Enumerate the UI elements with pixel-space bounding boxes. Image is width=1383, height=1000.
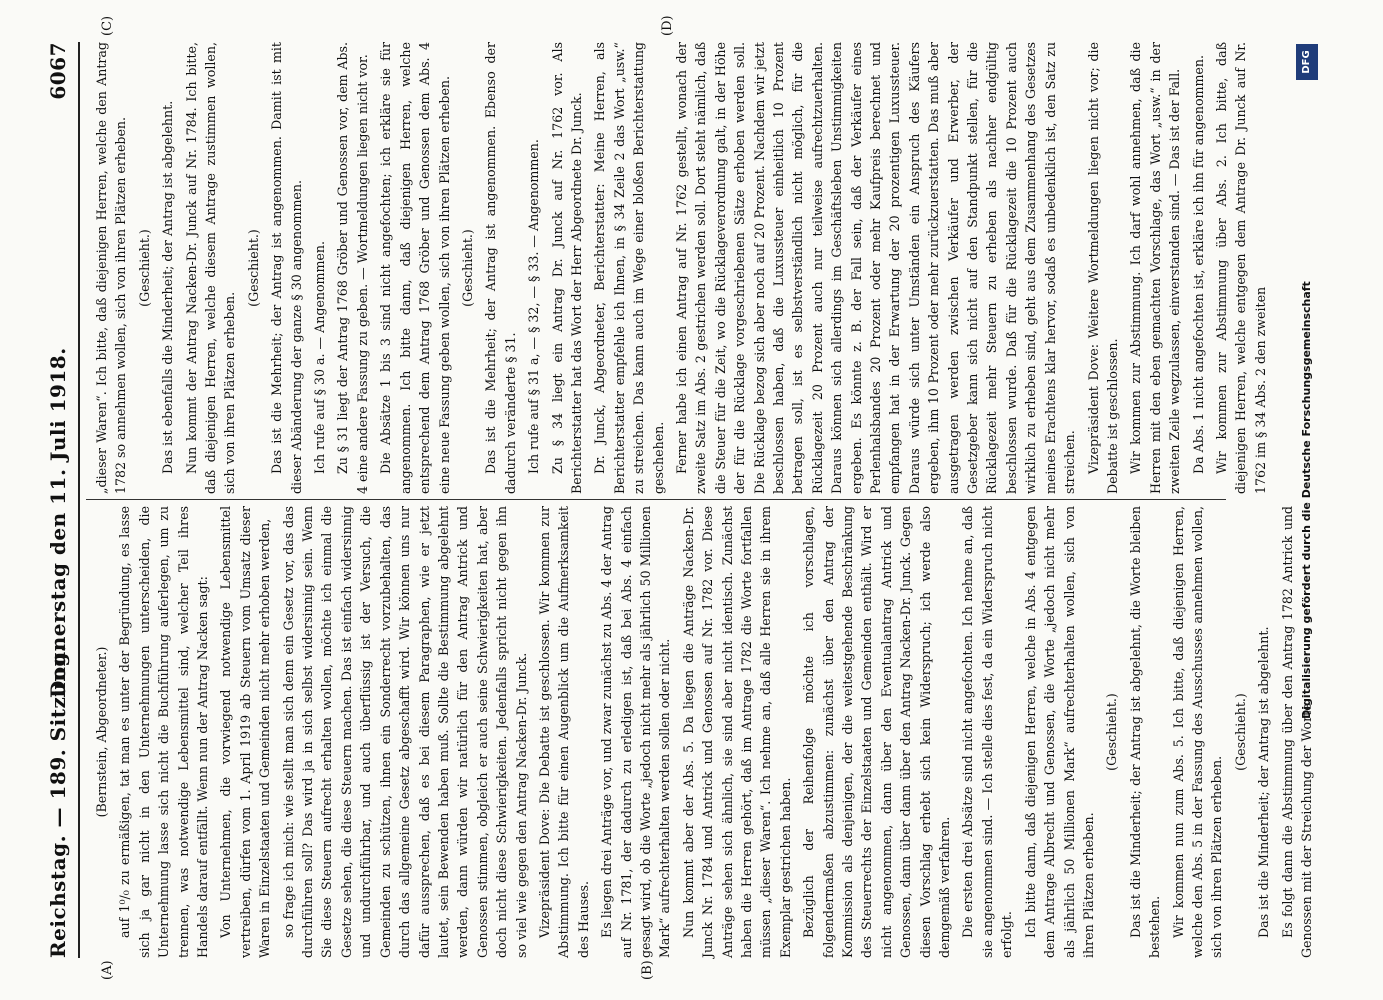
paragraph: „dieser Waren“. Ich bitte, daß diejenigen Herren, welche den Antrag 1782 so annehmen wollen, sich von ihren Plätzen erheben. (94, 42, 129, 494)
paragraph: Nun kommt der Antrag Nacken-Dr. Junck auf Nr. 1784. Ich bitte, daß diejenigen Herren, welche diesem Antrage zustimmen wollen, sich von ihren Plätzen erheben. (183, 42, 238, 494)
paragraph: Die ersten drei Absätze sind nicht angefochten. Ich nehme an, daß sie angenommen sind. — Ich stelle dies fest, da ein Widerspruch nicht erfolgt. (960, 506, 1015, 958)
paragraph: Nun kommt aber der Abs. 5. Da liegen die Anträge Nacken-Dr. Junck Nr. 1784 und Antrick und Genossen auf Nr. 1782 vor. Diese Anträge sehen sich ähnlich, sie sind aber nicht identisch. Zunächst haben die Herren gehört, daß im Antrage 1782 die Worte fortfallen müssen „dieser Waren“. Ich nehme an, daß alle Herren sie in ihrem Exemplar gestrichen haben. (680, 506, 793, 958)
paragraph: Ich rufe auf § 31 a, — § 32, — § 33. — Angenommen. (526, 139, 542, 474)
paragraph: Wir kommen nun zum Abs. 5. Ich bitte, daß diejenigen Herren, welche den Abs. 5 in der Fassung des Ausschusses annehmen wollen, sich von ihren Plätzen erheben. (1170, 506, 1225, 958)
paragraph: Zu § 31 liegt der Antrag 1768 Gröber und Genossen vor, dem Abs. 4 eine andere Fassung zu geben. — Wortmeldungen liegen nicht vor. (335, 42, 370, 494)
column-divider (86, 499, 1226, 500)
paragraph: so frage ich mich: wie stellt man sich denn ein Gesetz vor, das das durchführen soll? Das wird ja in sich selbst widersinnig sein. Wenn Sie diese Steuern aufrecht erhalten wollen, möchte ich einmal die Gesetze sehen, die diese Steuern machen. Das ist einfach widersinnig und undurchführbar, und auch überflüssig ist der Versuch, die Gemeinden zu schützen, ihnen ein Sonderrecht vorzubehalten, das durch das allgemeine Gesetz abgeschafft wird. Wir können uns nur dafür aussprechen, daß es bei diesem Paragraphen, wie er jetzt lautet, sein Bewenden haben muß. Sollte die Bestimmung abgelehnt werden, dann würden wir natürlich für den Antrag Antrick und Genossen stimmen, obgleich er auch seine Schwierigkeiten hat, aber doch nicht diese Schwierigkeiten. Jedenfalls spricht nicht gegen ihn so viel wie gegen den Antrag Nacken-Dr. Junck. (280, 506, 529, 958)
paragraph: (Bernstein, Abgeordneter.) (94, 646, 109, 818)
page-number: 6067 (46, 42, 70, 100)
paragraph: Ferner habe ich einen Antrag auf Nr. 1762 gestellt, wonach der zweite Satz im Abs. 2 gestrichen werden soll. Dort steht nämlich, daß die Steuer für die Zeit, wo die Rücklageverordnung galt, in der Höhe der für die Rücklage vorgeschriebenen Sätze erhoben werden soll. Die Rücklage bezog sich aber noch auf 20 Prozent. Nachdem wir jetzt beschlossen haben, daß die Luxussteuer einheitlich 10 Prozent betragen soll, ist es selbstverständlich nicht möglich, für die Rücklagezeit 20 Prozent auch nur teilweise aufrechtzuerhalten. Daraus können sich allerdings im Geschäftsleben Unstimmigkeiten ergeben. Es könnte z. B. der Fall sein, daß der Verkäufer eines Perlenhalsbandes 20 Prozent oder mehr Kaufpreis berechnet und empfangen hat in der Erwartung der 20 prozentigen Luxussteuer. Daraus würde sich unter Umständen ein Anspruch des Käufers ergeben, ihm 10 Prozent oder mehr zurückzuerstatten. Das muß aber ausgetragen werden zwischen Verkäufer und Erwerber, der Gesetzgeber kann sich nicht auf den Standpunkt stellen, für die Rücklagezeit mehr Steuern zu erheben als nachher endgültig beschlossen wurde. Daß für die Rücklagezeit die 10 Prozent auch wirklich zu erheben sind, geht aus dem Zusammenhang des Gesetzes meines Erachtens klar hervor, sodaß es unbedenklich ist, den Satz zu streichen. (673, 42, 1078, 494)
digitization-credit: Digitalisierung gefördert durch die Deutsche Forschungsgemeinschaft (1300, 281, 1313, 719)
paragraph: Die Absätze 1 bis 3 sind nicht angefochten; ich erkläre sie für angenommen. Ich bitte dann, daß diejenigen Herren, welche entsprechend dem Antrag 1768 Gröber und Genossen dem Abs. 4 eine neue Fassung geben wollen, sich von ihren Plätzen erheben. (378, 42, 452, 494)
paragraph: (Geschieht.) (1232, 693, 1248, 771)
paragraph: (Geschieht.) (459, 229, 475, 307)
paragraph: Wir kommen zur Abstimmung. Ich darf wohl annehmen, daß die Herren mit den eben gemachten Vorschlage, das Wort „usw.“ in der zweiten Zeile wegzulassen, einverstanden sind. — Das ist der Fall. (1128, 42, 1183, 494)
margin-marker-a: (A) (100, 960, 115, 980)
paragraph: Es liegen drei Anträge vor, und zwar zunächst zu Abs. 4 der Antrag auf Nr. 1781, der dadurch zu erledigen ist, daß bei Abs. 4 einfach gesagt wird, ob die Worte „jedoch nicht mehr als jährlich 50 Millionen Mark“ aufrechterhalten werden sollen oder nicht. (599, 506, 673, 958)
paragraph: Bezüglich der Reihenfolge möchte ich vorschlagen, folgendermaßen abzustimmen: zunächst über den Antrag der Kommission als denjenigen, der die weitestgehende Beschränkung des Steuerrechts der Einzelstaaten und Gemeinden enthält. Wird er nicht angenommen, dann über den Eventualantrag Antrick und Genossen, dann über dann über den Antrag Nacken-Dr. Junck. Gegen diesen Vorschlag erhebt sich kein Widerspruch; ich werde also demgemäß verfahren. (801, 506, 953, 958)
header-date: Donnerstag den 11. Juli 1918. (46, 347, 70, 698)
margin-marker-d: (D) (660, 15, 675, 36)
paragraph: Das ist ebenfalls die Minderheit; der Antrag ist abgelehnt. (160, 100, 176, 474)
paragraph: Ich rufe auf § 30 a. — Angenommen. (312, 241, 328, 474)
paragraph: Vizepräsident Dove: Die Debatte ist geschlossen. Wir kommen zur Abstimmung. Ich bitte für einen Augenblick um die Aufmerksamkeit des Hauses. (536, 506, 591, 958)
paragraph: (Geschieht.) (1104, 693, 1120, 771)
paragraph: Das ist die Mehrheit; der Antrag ist angenommen. Damit ist mit dieser Abänderung der ganze § 30 angenommen. (269, 42, 304, 494)
right-column (92, 42, 1268, 494)
header-left: Reichstag. — 189. Sitzung. (46, 644, 70, 958)
paragraph: (Geschieht.) (136, 229, 152, 307)
margin-marker-c: (C) (100, 15, 115, 36)
page-header (40, 42, 80, 958)
paragraph: Es folgt dann die Abstimmung über den Antrag 1782 Antrick und Genossen mit der Streichung der Worte (1279, 506, 1314, 958)
paragraph: Vizepräsident Dove: Weitere Wortmeldungen liegen nicht vor; die Debatte ist geschlossen. (1085, 42, 1120, 494)
paragraph: Zu § 34 liegt ein Antrag Dr. Junck auf Nr. 1762 vor. Als Berichterstatter hat das Wort der Herr Abgeordnete Dr. Junck. (549, 42, 584, 494)
margin-marker-b: (B) (640, 960, 655, 980)
paragraph: Das ist die Minderheit; der Antrag ist abgelehnt, die Worte bleiben bestehen. (1127, 506, 1163, 958)
paragraph: Ich bitte dann, daß diejenigen Herren, welche in Abs. 4 entgegen dem Antrage Albrecht und Genossen, die Worte „jedoch nicht mehr als jährlich 50 Millionen Mark“ aufrechterhalten wollen, sich von ihren Plätzen erheben. (1022, 506, 1096, 958)
paragraph: Das ist die Minderheit; der Antrag ist abgelehnt. (1256, 626, 1272, 938)
paragraph: auf 1⁰/₀ zu ermäßigen, tat man es unter der Begründung, es lasse sich ja gar nicht in den Unternehmungen unterscheiden, die Unternehmung lasse sich nicht die Buchführung auferlegen, um zu trennen, was notwendige Lebensmittel sind, welcher Teil ihres Handels darauf entfällt. Wenn nun der Antrag Nacken sagt: (117, 506, 211, 958)
left-column (92, 506, 1314, 958)
paragraph: (Geschieht.) (245, 229, 261, 307)
paragraph: Da Abs. 1 nicht angefochten ist, erkläre ich ihn für angenommen. (1190, 55, 1206, 474)
paragraph: Wir kommen zur Abstimmung über Abs. 2. Ich bitte, daß diejenigen Herren, welche entgegen dem Antrage Dr. Junck auf Nr. 1762 im § 34 Abs. 2 den zweiten (1213, 42, 1268, 494)
paragraph: Das ist die Mehrheit; der Antrag ist angenommen. Ebenso der dadurch veränderte § 31. (483, 42, 518, 494)
paragraph: Von Unternehmen, die vorwiegend notwendige Lebensmittel vertreiben, dürfen vom 1. April 1919 ab Steuern vom Umsatz dieser Waren in Einzelstaaten und Gemeinden nicht mehr erhoben werden, (218, 506, 273, 958)
paragraph: Dr. Junck, Abgeordneter, Berichterstatter: Meine Herren, als Berichterstatter empfehle ich Ihnen, in § 34 Zeile 2 das Wort „usw.“ zu streichen. Das kann auch im Wege einer bloßen Berichterstattung geschehen. (592, 42, 666, 494)
dfg-logo: DFG (1296, 44, 1318, 80)
